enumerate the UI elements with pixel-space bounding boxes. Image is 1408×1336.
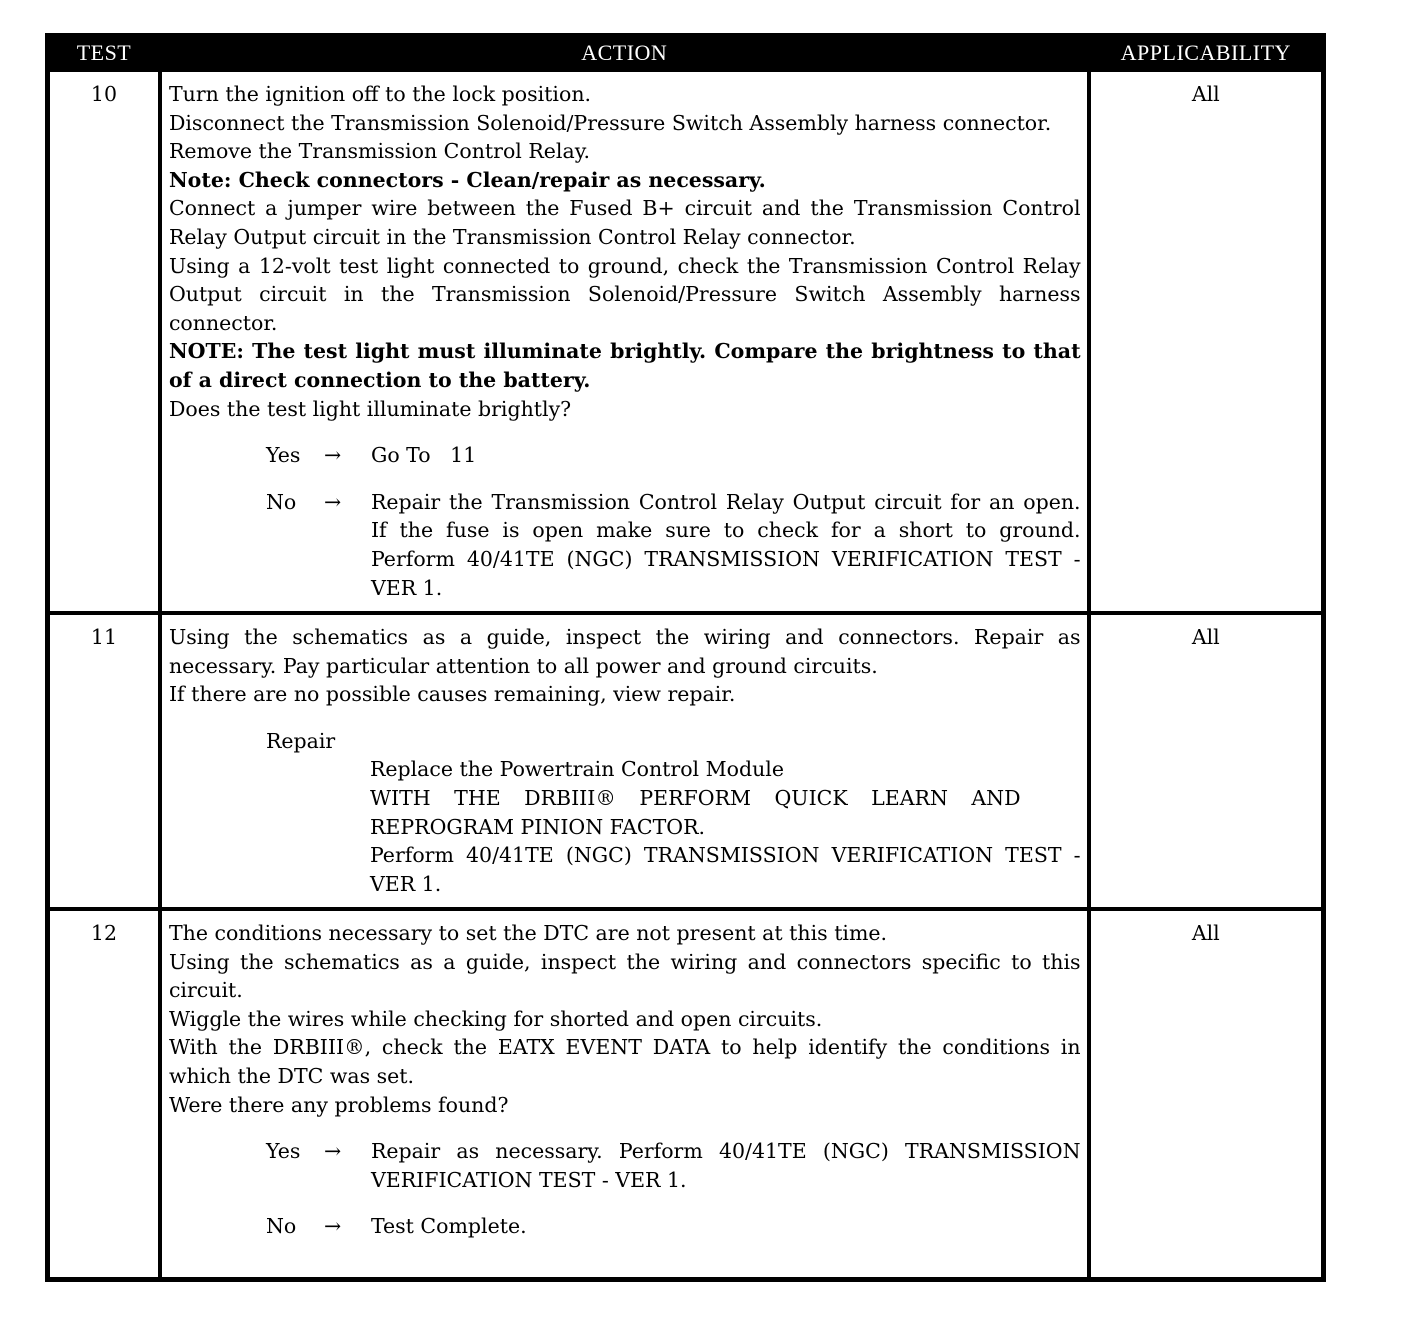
yes-label: Yes (265, 1139, 301, 1164)
action-step: Connect a jumper wire between the Fused B+ circuit and the Transmission Control Relay Output circuit in the Transmission Control Relay connector. (168, 196, 1081, 249)
action-step: If there are no possible causes remaining, view repair. (168, 682, 736, 707)
action-step: With the DRBIII®, check the EATX EVENT DATA to help identify the conditions in which the DTC was set. (168, 1035, 1081, 1088)
action-step: Using the schematics as a guide, inspect the wiring and connectors. Repair as necessary. Pay particular attention to all power and ground circuits. (168, 625, 1081, 678)
action-step: The conditions necessary to set the DTC are not present at this time. (168, 921, 888, 945)
repair-step: WITH THE DRBIII® PERFORM QUICK LEARN AND REPROGRAM PINION FACTOR. (369, 785, 1021, 839)
repair-step: Replace the Powertrain Control Module (369, 757, 784, 782)
action-step: Using a 12-volt test light connected to ground, check the Transmission Control Relay Output circuit in the Transmission Solenoid/Pressure Switch Assembly harness connector. (168, 253, 1081, 335)
action-cell (160, 70, 1089, 613)
action-step: Disconnect the Transmission Solenoid/Pressure Switch Assembly harness connector. (168, 110, 1052, 135)
action-step: Wiggle the wires while checking for shorted and open circuits. (168, 1006, 823, 1031)
table-header-row (48, 36, 1324, 71)
repair-steps (370, 755, 1081, 898)
action-step: Remove the Transmission Control Relay. (168, 139, 591, 164)
test-number: 12 (48, 909, 160, 1279)
action-cell (160, 613, 1089, 909)
arrow-right-icon: → (323, 443, 342, 468)
no-option (266, 488, 1081, 602)
test-number: 11 (48, 613, 160, 909)
table-row (48, 909, 1324, 1279)
diagnostic-table (45, 33, 1326, 1282)
arrow-right-icon: → (323, 489, 342, 514)
yes-option (266, 441, 1081, 470)
yes-result: Go To 11 (370, 443, 477, 468)
no-result: Test Complete. (370, 1214, 527, 1239)
no-option (266, 1212, 1081, 1241)
header-test: TEST (48, 36, 160, 71)
no-result: Repair the Transmission Control Relay Output circuit for an open. If the fuse is open make sure to check for a short to ground. Perform 40/41TE (NGC) TRANSMISSION VERIFICATION TEST - VER 1. (370, 489, 1081, 600)
action-note: Note: Check connectors - Clean/repair as necessary. (168, 167, 766, 192)
arrow-right-icon: → (323, 1139, 342, 1164)
action-question: Does the test light illuminate brightly? (168, 396, 572, 421)
header-action: ACTION (160, 36, 1089, 71)
applicability-value: All (1089, 909, 1324, 1279)
table-row (48, 613, 1324, 909)
yes-result: Repair as necessary. Perform 40/41TE (NGC) TRANSMISSION VERIFICATION TEST - VER 1. (370, 1139, 1081, 1192)
table-row (48, 70, 1324, 613)
test-number: 10 (48, 70, 160, 613)
yes-option (266, 1137, 1081, 1194)
repair-label: Repair (265, 728, 336, 753)
no-label: No (265, 1214, 297, 1239)
no-label: No (265, 489, 297, 514)
action-step: Turn the ignition off to the lock position. (168, 82, 592, 106)
action-cell (160, 909, 1089, 1279)
action-note: NOTE: The test light must illuminate brightly. Compare the brightness to that of a direct connection to the battery. (168, 339, 1081, 392)
arrow-right-icon: → (323, 1214, 342, 1239)
action-step: Using the schematics as a guide, inspect the wiring and connectors specific to this circuit. (168, 949, 1081, 1003)
repair-step: Perform 40/41TE (NGC) TRANSMISSION VERIFICATION TEST - VER 1. (369, 843, 1081, 896)
action-question: Were there any problems found? (168, 1092, 509, 1117)
yes-label: Yes (265, 443, 301, 468)
header-applicability: APPLICABILITY (1089, 36, 1324, 71)
repair-option (266, 727, 1081, 899)
applicability-value: All (1089, 613, 1324, 909)
applicability-value: All (1089, 70, 1324, 613)
